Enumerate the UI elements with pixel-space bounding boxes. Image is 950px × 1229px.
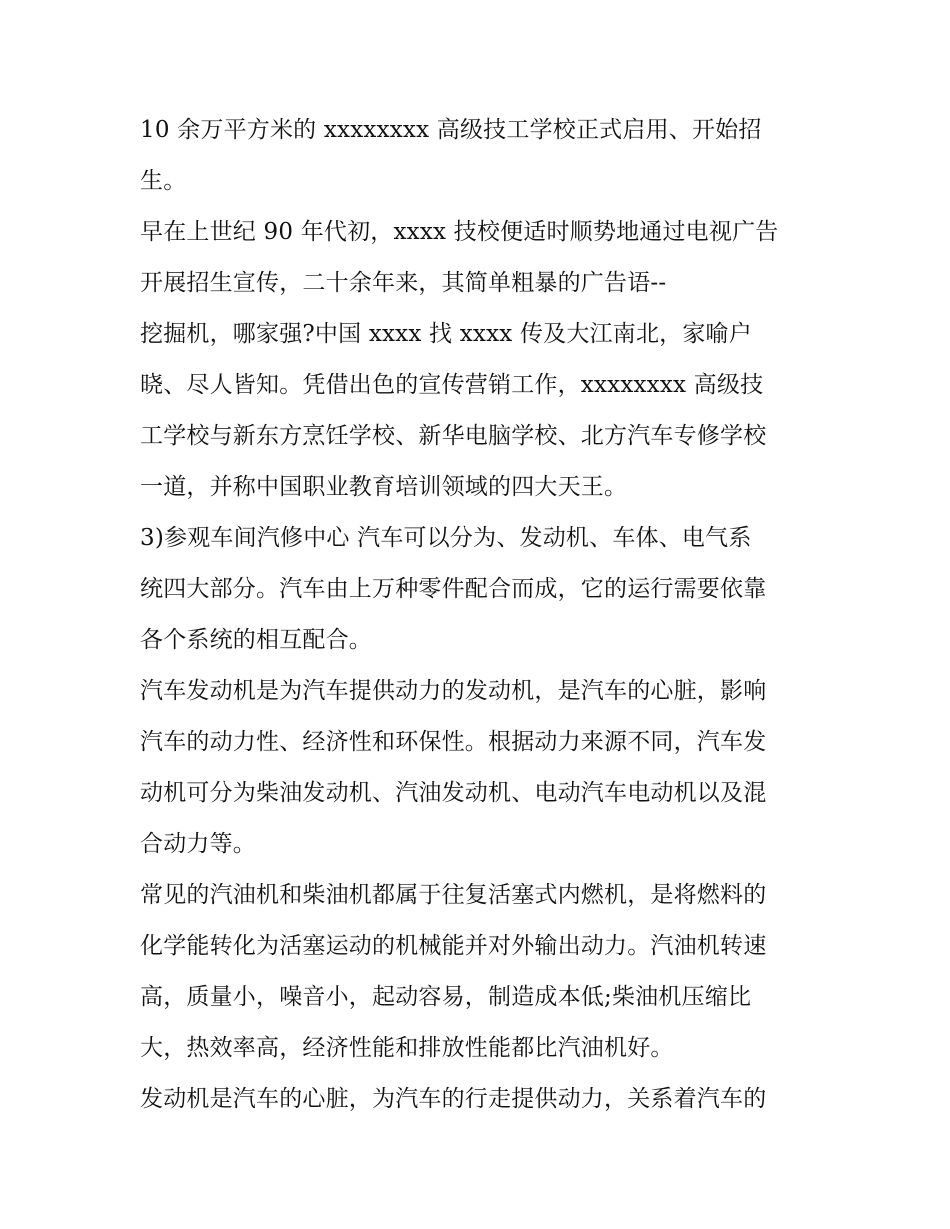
text-line: 一道，并称中国职业教育培训领域的四大天王。 xyxy=(140,474,628,500)
document-body xyxy=(140,105,830,1125)
text-line: 发动机是汽车的心脏，为汽车的行走提供动力，关系着汽车的 xyxy=(140,1086,767,1112)
text-line: 晓、尽人皆知。凭借出色的宣传营销工作，xxxxxxxx 高级技 xyxy=(140,372,764,398)
text-line: 大，热效率高，经济性能和排放性能都比汽油机好。 xyxy=(140,1035,674,1061)
text-line: 化学能转化为活塞运动的机械能并对外输出动力。汽油机转速 xyxy=(140,933,767,959)
paragraph-workshop-visit xyxy=(140,513,830,666)
paragraph-engine-types xyxy=(140,870,830,1074)
text-line: 合动力等。 xyxy=(140,831,256,857)
text-line: 汽车发动机是为汽车提供动力的发动机，是汽车的心脏，影响 xyxy=(140,678,767,704)
paragraph-engine-overview xyxy=(140,666,830,870)
paragraph-school-opening xyxy=(140,105,830,207)
text-line: 3)参观车间汽修中心 汽车可以分为、发动机、车体、电气系 xyxy=(140,525,752,551)
text-line: 统四大部分。汽车由上万种零件配合而成，它的运行需要依靠 xyxy=(140,576,767,602)
text-line: 各个系统的相互配合。 xyxy=(140,627,372,653)
text-line: 常见的汽油机和柴油机都属于往复活塞式内燃机，是将燃料的 xyxy=(140,882,767,908)
text-line: 生。 xyxy=(140,168,187,194)
text-line: 开展招生宣传，二十余年来，其简单粗暴的广告语-- xyxy=(140,270,667,296)
paragraph-advertising-history xyxy=(140,207,830,513)
text-line: 工学校与新东方烹饪学校、新华电脑学校、北方汽车专修学校 xyxy=(140,423,767,449)
paragraph-engine-heart xyxy=(140,1074,830,1125)
text-line: 挖掘机，哪家强?中国 xxxx 找 xxxx 传及大江南北，家喻户 xyxy=(140,321,752,347)
text-line: 早在上世纪 90 年代初，xxxx 技校便适时顺势地通过电视广告 xyxy=(140,219,779,245)
text-line: 10 余万平方米的 xxxxxxxx 高级技工学校正式启用、开始招 xyxy=(140,117,762,143)
text-line: 汽车的动力性、经济性和环保性。根据动力来源不同，汽车发 xyxy=(140,729,767,755)
text-line: 动机可分为柴油发动机、汽油发动机、电动汽车电动机以及混 xyxy=(140,780,767,806)
text-line: 高，质量小，噪音小，起动容易，制造成本低;柴油机压缩比 xyxy=(140,984,752,1010)
